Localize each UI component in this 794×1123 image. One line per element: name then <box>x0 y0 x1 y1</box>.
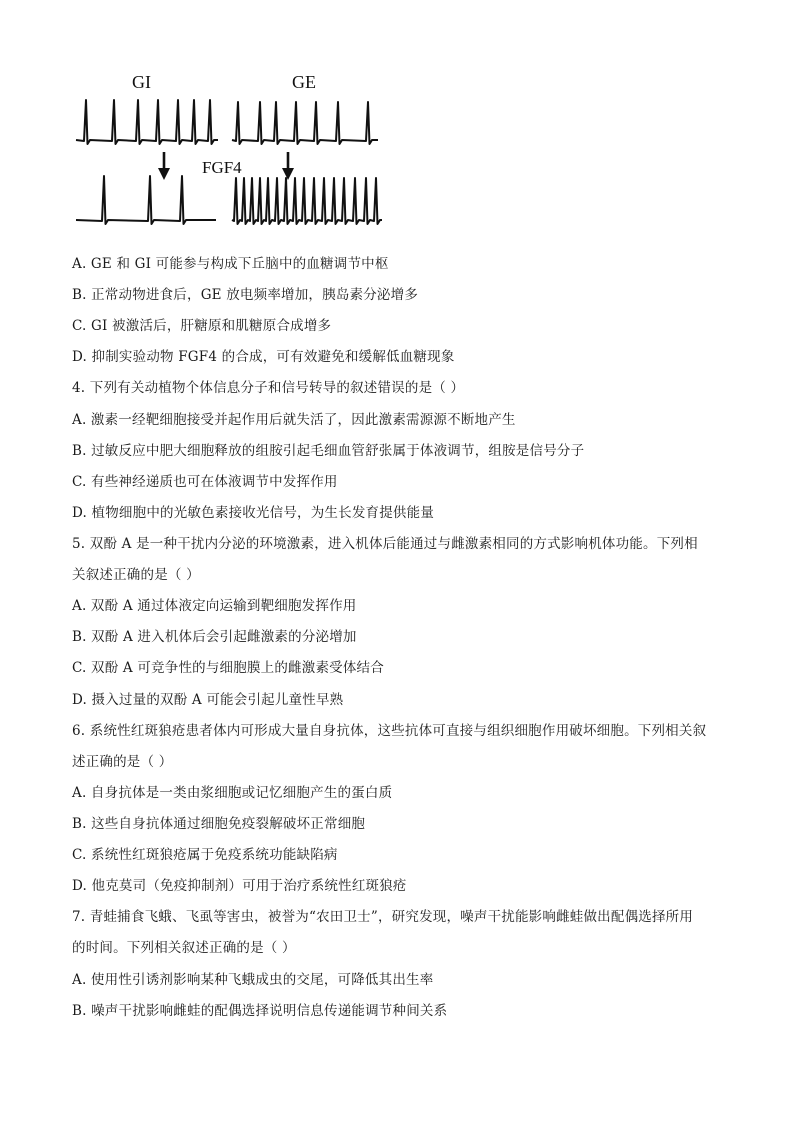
text-line: D. 植物细胞中的光敏色素接收光信号，为生长发育提供能量 <box>72 505 435 521</box>
text-line: B. 过敏反应中肥大细胞释放的组胺引起毛细血管舒张属于体液调节，组胺是信号分子 <box>72 443 585 459</box>
text-line: A. GE 和 GI 可能参与构成下丘脑中的血糖调节中枢 <box>72 256 389 272</box>
text-line: B. 双酚 A 进入机体后会引起雌激素的分泌增加 <box>72 629 357 645</box>
text-line: 4. 下列有关动植物个体信息分子和信号转导的叙述错误的是（ ） <box>72 380 465 396</box>
text-line: B. 噪声干扰影响雌蛙的配偶选择说明信息传递能调节种间关系 <box>72 1003 448 1019</box>
text-line: A. 自身抗体是一类由浆细胞或记忆细胞产生的蛋白质 <box>72 785 393 801</box>
text-line: 的时间。下列相关叙述正确的是（ ） <box>72 940 296 956</box>
label-fgf4: FGF4 <box>202 158 242 177</box>
text-line: C. 有些神经递质也可在体液调节中发挥作用 <box>72 474 338 490</box>
text-line: 述正确的是（ ） <box>72 754 173 770</box>
trace-ge-before <box>232 102 378 144</box>
text-line: 关叙述正确的是（ ） <box>72 567 200 583</box>
text-line: C. 双酚 A 可竞争性的与细胞膜上的雌激素受体结合 <box>72 660 384 676</box>
text-line: 5. 双酚 A 是一种干扰内分泌的环境激素，进入机体后能通过与雌激素相同的方式影响机体功能。下列相 <box>72 536 698 552</box>
text-line: D. 他克莫司（免疫抑制剂）可用于治疗系统性红斑狼疮 <box>72 878 407 894</box>
trace-ge-after <box>232 178 382 224</box>
text-line: D. 摄入过量的双酚 A 可能会引起儿童性早熟 <box>72 692 344 708</box>
label-ge: GE <box>292 72 316 92</box>
text-line: C. GI 被激活后，肝糖原和肌糖原合成增多 <box>72 318 332 334</box>
arrow-ge <box>282 152 294 180</box>
text-line: 7. 青蛙捕食飞蛾、飞虱等害虫，被誉为“农田卫士”，研究发现，噪声干扰能影响雌蛙做出配偶选择所用 <box>72 909 694 925</box>
arrow-gi <box>158 152 170 180</box>
text-line: A. 使用性引诱剂影响某种飞蛾成虫的交尾，可降低其出生率 <box>72 972 434 988</box>
text-line: A. 激素一经靶细胞接受并起作用后就失活了，因此激素需源源不断地产生 <box>72 412 516 428</box>
text-line: B. 这些自身抗体通过细胞免疫裂解破坏正常细胞 <box>72 816 366 832</box>
text-line: A. 双酚 A 通过体液定向运输到靶细胞发挥作用 <box>72 598 357 614</box>
text-line: B. 正常动物进食后，GE 放电频率增加，胰岛素分泌增多 <box>72 287 419 303</box>
neuron-firing-figure <box>70 68 400 240</box>
trace-gi-after <box>76 176 216 224</box>
text-line: 6. 系统性红斑狼疮患者体内可形成大量自身抗体，这些抗体可直接与组织细胞作用破坏细胞。下列相关叙 <box>72 723 707 739</box>
text-line: D. 抑制实验动物 FGF4 的合成，可有效避免和缓解低血糖现象 <box>72 349 455 365</box>
label-gi: GI <box>132 72 151 92</box>
text-line: C. 系统性红斑狼疮属于免疫系统功能缺陷病 <box>72 847 338 863</box>
trace-gi-before <box>76 100 218 144</box>
